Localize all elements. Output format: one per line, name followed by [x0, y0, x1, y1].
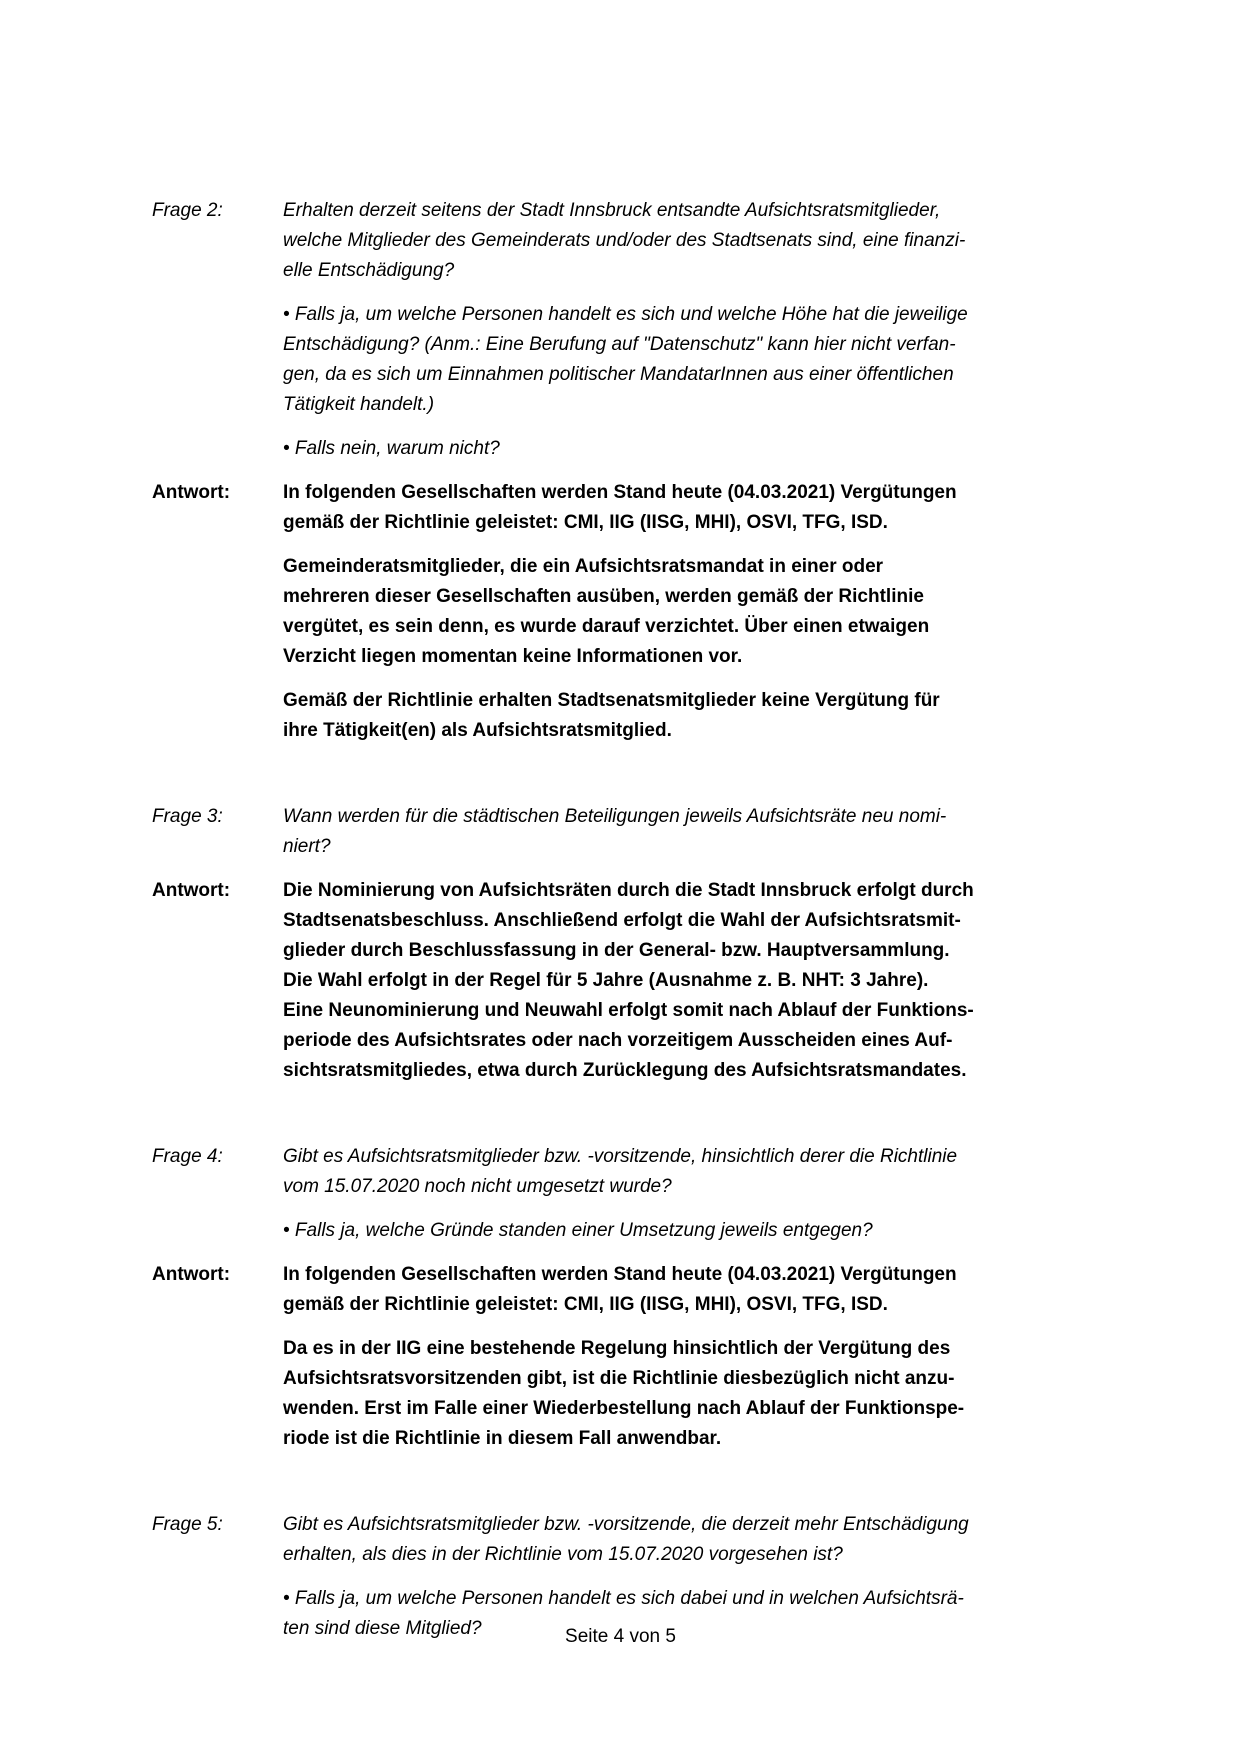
text-line: Gemäß der Richtlinie erhalten Stadtsenatsmitglieder keine Vergütung für	[283, 690, 940, 711]
row-label: Frage 5:	[152, 1514, 223, 1535]
page-footer: Seite 4 von 5	[565, 1626, 676, 1647]
text-line: Die Nominierung von Aufsichtsräten durch die Stadt Innsbruck erfolgt durch	[283, 880, 974, 901]
row-label: Antwort:	[152, 482, 231, 503]
text-line: ihre Tätigkeit(en) als Aufsichtsratsmitglied.	[283, 720, 672, 741]
paragraph	[283, 1510, 1121, 1570]
text-line: In folgenden Gesellschaften werden Stand heute (04.03.2021) Vergütungen	[283, 482, 957, 503]
qa-row	[152, 1260, 1121, 1468]
row-content	[283, 1260, 1121, 1468]
text-line: gemäß der Richtlinie geleistet: CMI, IIG (IISG, MHI), OSVI, TFG, ISD.	[283, 1294, 888, 1315]
paragraph	[283, 876, 1121, 1086]
text-line: sichtsratsmitgliedes, etwa durch Zurücklegung des Aufsichtsratsmandates.	[283, 1060, 967, 1081]
row-label: Frage 4:	[152, 1146, 223, 1167]
text-line: niert?	[283, 836, 331, 857]
text-line: Da es in der IIG eine bestehende Regelung hinsichtlich der Vergütung des	[283, 1338, 951, 1359]
text-line: Verzicht liegen momentan keine Informationen vor.	[283, 646, 743, 667]
text-line: mehreren dieser Gesellschaften ausüben, werden gemäß der Richtlinie	[283, 586, 924, 607]
paragraph	[283, 552, 1121, 672]
paragraph	[283, 196, 1121, 286]
text-line: • Falls ja, um welche Personen handelt es sich dabei und in welchen Aufsichtsrä-	[283, 1588, 964, 1609]
text-line: periode des Aufsichtsrates oder nach vorzeitigem Ausscheiden eines Auf-	[283, 1030, 953, 1051]
paragraph	[283, 1334, 1121, 1454]
row-content	[283, 876, 1121, 1100]
text-line: • Falls ja, welche Gründe standen einer Umsetzung jeweils entgegen?	[283, 1220, 873, 1241]
text-line: Wann werden für die städtischen Beteiligungen jeweils Aufsichtsräte neu nomi-	[283, 806, 947, 827]
text-line: Stadtsenatsbeschluss. Anschließend erfolgt die Wahl der Aufsichtsratsmit-	[283, 910, 961, 931]
paragraph	[283, 434, 1121, 464]
qa-row	[152, 478, 1121, 760]
text-line: vom 15.07.2020 noch nicht umgesetzt wurde?	[283, 1176, 672, 1197]
text-line: ten sind diese Mitglied?	[283, 1618, 482, 1639]
paragraph	[283, 1216, 1121, 1246]
text-line: Gemeinderatsmitglieder, die ein Aufsichtsratsmandat in einer oder	[283, 556, 884, 577]
paragraph	[283, 478, 1121, 538]
text-line: vergütet, es sein denn, es wurde darauf verzichtet. Über einen etwaigen	[283, 616, 930, 637]
row-content	[283, 1142, 1121, 1260]
text-line: Tätigkeit handelt.)	[283, 394, 435, 415]
text-line: gen, da es sich um Einnahmen politischer MandatarInnen aus einer öffentlichen	[283, 364, 954, 385]
qa-sections	[152, 196, 1121, 1658]
text-line: glieder durch Beschlussfassung in der General- bzw. Hauptversammlung.	[283, 940, 950, 961]
paragraph	[283, 1142, 1121, 1202]
row-content	[283, 478, 1121, 760]
qa-row	[152, 802, 1121, 876]
text-line: • Falls ja, um welche Personen handelt es sich und welche Höhe hat die jeweilige	[283, 304, 968, 325]
text-line: welche Mitglieder des Gemeinderats und/oder des Stadtsenats sind, eine finanzi-	[283, 230, 966, 251]
text-line: In folgenden Gesellschaften werden Stand heute (04.03.2021) Vergütungen	[283, 1264, 957, 1285]
text-line: Erhalten derzeit seitens der Stadt Innsbruck entsandte Aufsichtsratsmitglieder,	[283, 200, 941, 221]
paragraph	[283, 686, 1121, 746]
text-line: wenden. Erst im Falle einer Wiederbestellung nach Ablauf der Funktionspe-	[283, 1398, 965, 1419]
text-line: • Falls nein, warum nicht?	[283, 438, 500, 459]
row-label: Frage 2:	[152, 200, 223, 221]
qa-row	[152, 1142, 1121, 1260]
text-line: Aufsichtsratsvorsitzenden gibt, ist die Richtlinie diesbezüglich nicht anzu-	[283, 1368, 955, 1389]
text-line: riode ist die Richtlinie in diesem Fall anwendbar.	[283, 1428, 722, 1449]
row-label: Antwort:	[152, 880, 231, 901]
paragraph	[283, 802, 1121, 862]
text-line: Eine Neunominierung und Neuwahl erfolgt somit nach Ablauf der Funktions-	[283, 1000, 974, 1021]
text-line: Gibt es Aufsichtsratsmitglieder bzw. -vorsitzende, die derzeit mehr Entschädigung	[283, 1514, 969, 1535]
text-line: elle Entschädigung?	[283, 260, 455, 281]
paragraph	[283, 300, 1121, 420]
text-line: erhalten, als dies in der Richtlinie vom 15.07.2020 vorgesehen ist?	[283, 1544, 843, 1565]
row-content	[283, 802, 1121, 876]
qa-row	[152, 876, 1121, 1100]
row-label: Frage 3:	[152, 806, 223, 827]
text-line: Gibt es Aufsichtsratsmitglieder bzw. -vorsitzende, hinsichtlich derer die Richtlinie	[283, 1146, 958, 1167]
row-label: Antwort:	[152, 1264, 231, 1285]
row-content	[283, 196, 1121, 478]
text-line: Entschädigung? (Anm.: Eine Berufung auf "Datenschutz" kann hier nicht verfan-	[283, 334, 956, 355]
text-line: Die Wahl erfolgt in der Regel für 5 Jahre (Ausnahme z. B. NHT: 3 Jahre).	[283, 970, 929, 991]
text-line: gemäß der Richtlinie geleistet: CMI, IIG (IISG, MHI), OSVI, TFG, ISD.	[283, 512, 888, 533]
qa-row	[152, 196, 1121, 478]
paragraph	[283, 1260, 1121, 1320]
